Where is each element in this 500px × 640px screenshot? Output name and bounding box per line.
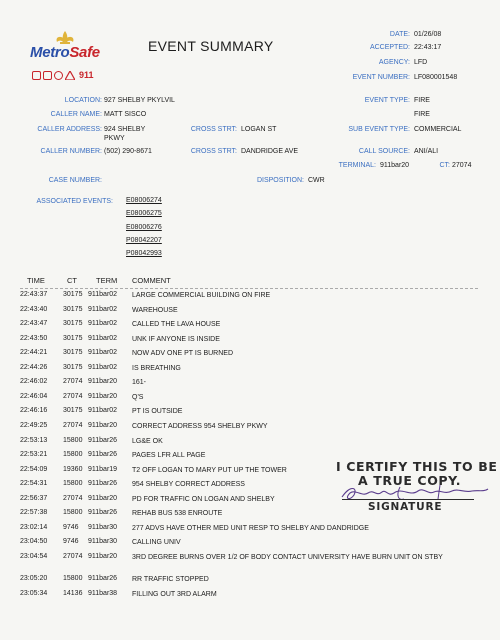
log-term: 911bar26 — [88, 480, 118, 488]
date-value: 01/26/08 — [414, 31, 442, 38]
call-source-value: ANI/ALI — [414, 148, 439, 155]
terminal-value: 911bar20 — [380, 162, 410, 169]
log-comment: PAGES LFR ALL PAGE — [132, 452, 206, 460]
log-term: 911bar02 — [88, 349, 118, 357]
log-ct: 30175 — [63, 305, 83, 313]
caller-address-label: CALLER ADDRESS: — [37, 126, 102, 133]
log-comment: PT IS OUTSIDE — [132, 408, 183, 416]
log-time: 22:49:25 — [20, 421, 48, 429]
log-ct: 19360 — [63, 465, 83, 473]
event-type-secondary: FIRE — [414, 111, 430, 118]
associated-event-link[interactable]: E08006276 — [126, 223, 162, 231]
log-term: 911bar26 — [88, 575, 118, 583]
log-ct: 15800 — [63, 436, 83, 444]
cross-street-2-value: DANDRIDGE AVE — [241, 148, 299, 155]
log-ct: 9746 — [63, 523, 79, 531]
caller-number-label: CALLER NUMBER: — [40, 148, 102, 155]
log-term: 911bar02 — [88, 363, 118, 371]
log-ct: 30175 — [63, 334, 83, 342]
log-term: 911bar26 — [88, 436, 118, 444]
log-time: 22:54:31 — [20, 480, 48, 488]
caller-address-line2: PKWY — [104, 135, 125, 142]
log-comment: NOW ADV ONE PT IS BURNED — [132, 350, 233, 358]
case-number-label: CASE NUMBER: — [48, 177, 102, 184]
log-ct: 27074 — [63, 494, 83, 502]
log-ct: 15800 — [63, 480, 83, 488]
log-ct: 15800 — [63, 509, 83, 517]
caller-name-value: MATT SISCO — [104, 111, 147, 118]
log-time: 22:53:13 — [20, 436, 48, 444]
log-ct: 30175 — [63, 320, 83, 328]
ct-value: 27074 — [452, 162, 472, 169]
associated-events-label: ASSOCIATED EVENTS: — [36, 198, 113, 205]
sub-event-type-label: SUB EVENT TYPE: — [348, 126, 410, 133]
disposition-value: CWR — [308, 177, 325, 184]
caller-name-label: CALLER NAME: — [50, 111, 102, 118]
log-ct: 30175 — [63, 407, 83, 415]
log-comment: IS BREATHING — [132, 364, 181, 372]
log-comment: UNK IF ANYONE IS INSIDE — [132, 335, 220, 343]
associated-event-link[interactable]: E08006275 — [126, 210, 162, 218]
cross-street-1-value: LOGAN ST — [241, 126, 277, 133]
col-header-term: TERM — [96, 276, 118, 285]
log-time: 22:46:02 — [20, 378, 48, 386]
event-type-label: EVENT TYPE: — [364, 97, 410, 104]
log-time: 22:46:16 — [20, 407, 48, 415]
log-ct: 30175 — [63, 363, 83, 371]
fire-badge-icon — [43, 71, 52, 80]
log-ct: 27074 — [63, 392, 83, 400]
page-title: EVENT SUMMARY — [148, 38, 274, 54]
log-term: 911bar20 — [88, 494, 118, 502]
log-time: 22:43:40 — [20, 305, 48, 313]
log-time: 23:05:20 — [20, 575, 48, 583]
log-ct: 27074 — [63, 378, 83, 386]
log-comment: 954 SHELBY CORRECT ADDRESS — [132, 481, 245, 489]
logo-911-text: 911 — [79, 70, 94, 80]
log-comment: REHAB BUS 538 ENROUTE — [132, 510, 223, 518]
log-comment: CALLING UNIV — [132, 539, 181, 547]
log-term: 911bar30 — [88, 538, 118, 546]
accepted-value: 22:43:17 — [414, 44, 442, 51]
event-number-value: LF080001548 — [414, 74, 458, 81]
agency-value: LFD — [414, 59, 428, 66]
log-time: 22:44:21 — [20, 349, 48, 357]
log-time: 23:04:50 — [20, 538, 48, 546]
associated-events-list — [126, 197, 162, 263]
log-time: 22:43:37 — [20, 291, 48, 298]
associated-event-link[interactable]: P08042993 — [126, 250, 162, 258]
logo-agency-icons — [32, 70, 94, 80]
col-header-ct: CT — [67, 276, 77, 285]
agency-label: AGENCY: — [378, 59, 410, 66]
associated-event-link[interactable]: E08006274 — [126, 197, 162, 204]
location-label: LOCATION: — [64, 97, 102, 104]
log-time: 23:02:14 — [20, 523, 48, 531]
log-term: 911bar20 — [88, 378, 118, 386]
log-comment: LARGE COMMERCIAL BUILDING ON FIRE — [132, 292, 271, 299]
log-term: 911bar38 — [88, 589, 118, 597]
sub-event-type-value: COMMERCIAL — [414, 126, 462, 133]
log-comment: CORRECT ADDRESS 954 SHELBY PKWY — [132, 422, 268, 430]
caller-number-value: (502) 290-8671 — [104, 148, 152, 155]
log-comment: Q'S — [132, 393, 144, 401]
log-comment: CALLED THE LAVA HOUSE — [132, 321, 221, 329]
location-value: 927 SHELBY PKYLVIL — [104, 97, 175, 104]
log-comment: RR TRAFFIC STOPPED — [132, 576, 209, 584]
disposition-label: DISPOSITION: — [256, 177, 304, 184]
log-term: 911bar26 — [88, 509, 118, 517]
log-term: 911bar20 — [88, 421, 118, 429]
log-time: 23:04:54 — [20, 552, 48, 560]
log-term: 911bar20 — [88, 392, 118, 400]
cross-street-1-label: CROSS STRT: — [190, 126, 237, 133]
log-ct: 15800 — [63, 575, 83, 583]
log-time: 22:44:26 — [20, 363, 48, 371]
log-term: 911bar02 — [88, 407, 118, 415]
log-ct: 9746 — [63, 538, 79, 546]
ct-label: CT: — [439, 162, 450, 169]
terminal-label: TERMINAL: — [338, 162, 376, 169]
log-term: 911bar02 — [88, 305, 118, 313]
stamp-line-2: A TRUE COPY. — [358, 473, 462, 488]
log-comment: FILLING OUT 3RD ALARM — [132, 590, 217, 598]
log-time: 22:46:04 — [20, 392, 48, 400]
log-ct: 30175 — [63, 349, 83, 357]
log-ct: 15800 — [63, 451, 83, 459]
log-term: 911bar02 — [88, 320, 118, 328]
log-ct: 30175 — [63, 291, 83, 298]
col-header-time: TIME — [27, 276, 45, 285]
log-comment: 161- — [132, 379, 147, 387]
log-term: 911bar19 — [88, 465, 118, 473]
log-comment: 3RD DEGREE BURNS OVER 1/2 OF BODY CONTACT UNIVERSITY HAVE BURN UNIT ON STBY — [132, 553, 443, 561]
log-comment: WAREHOUSE — [132, 306, 178, 314]
ems-star-icon — [54, 71, 63, 80]
metrosafe-logo — [28, 30, 108, 82]
log-comment: LG&E OK — [132, 437, 163, 445]
log-comment: T2 OFF LOGAN TO MARY PUT UP THE TOWER — [132, 466, 287, 474]
log-time: 22:53:21 — [20, 451, 48, 459]
log-comment: 277 ADVS HAVE OTHER MED UNIT RESP TO SHELBY AND DANDRIDGE — [132, 524, 369, 532]
logo-wordmark: MetroSafe — [30, 44, 100, 61]
event-number-label: EVENT NUMBER: — [352, 74, 410, 81]
log-ct: 14136 — [63, 589, 83, 597]
cross-street-2-label: CROSS STRT: — [190, 148, 237, 155]
log-time: 22:56:37 — [20, 494, 48, 502]
certification-stamp — [330, 459, 500, 521]
log-time: 22:54:09 — [20, 465, 48, 473]
log-ct: 27074 — [63, 552, 83, 560]
caller-address-line1: 924 SHELBY — [104, 126, 146, 133]
log-time: 22:57:38 — [20, 509, 48, 517]
log-time: 22:43:47 — [20, 320, 48, 328]
log-term: 911bar30 — [88, 523, 118, 531]
accepted-label: ACCEPTED: — [369, 44, 410, 51]
log-comment: PD FOR TRAFFIC ON LOGAN AND SHELBY — [132, 495, 275, 503]
stamp-signature-label: SIGNATURE — [368, 501, 443, 513]
log-time: 23:05:34 — [20, 589, 48, 597]
log-term: 911bar02 — [88, 291, 118, 298]
event-type-value: FIRE — [414, 97, 430, 104]
header-divider — [20, 288, 478, 289]
police-badge-icon — [32, 71, 41, 80]
date-label: DATE: — [389, 31, 410, 38]
signature-line — [342, 499, 474, 500]
log-term: 911bar26 — [88, 451, 118, 459]
log-time: 22:43:50 — [20, 334, 48, 342]
log-term: 911bar02 — [88, 334, 118, 342]
stamp-line-1: I CERTIFY THIS TO BE — [336, 459, 498, 474]
col-header-comment: COMMENT — [132, 276, 171, 285]
log-term: 911bar20 — [88, 552, 118, 560]
associated-event-link[interactable]: P08042207 — [126, 236, 162, 244]
warning-triangle-icon — [65, 71, 75, 80]
call-source-label: CALL SOURCE: — [358, 148, 410, 155]
log-ct: 27074 — [63, 421, 83, 429]
